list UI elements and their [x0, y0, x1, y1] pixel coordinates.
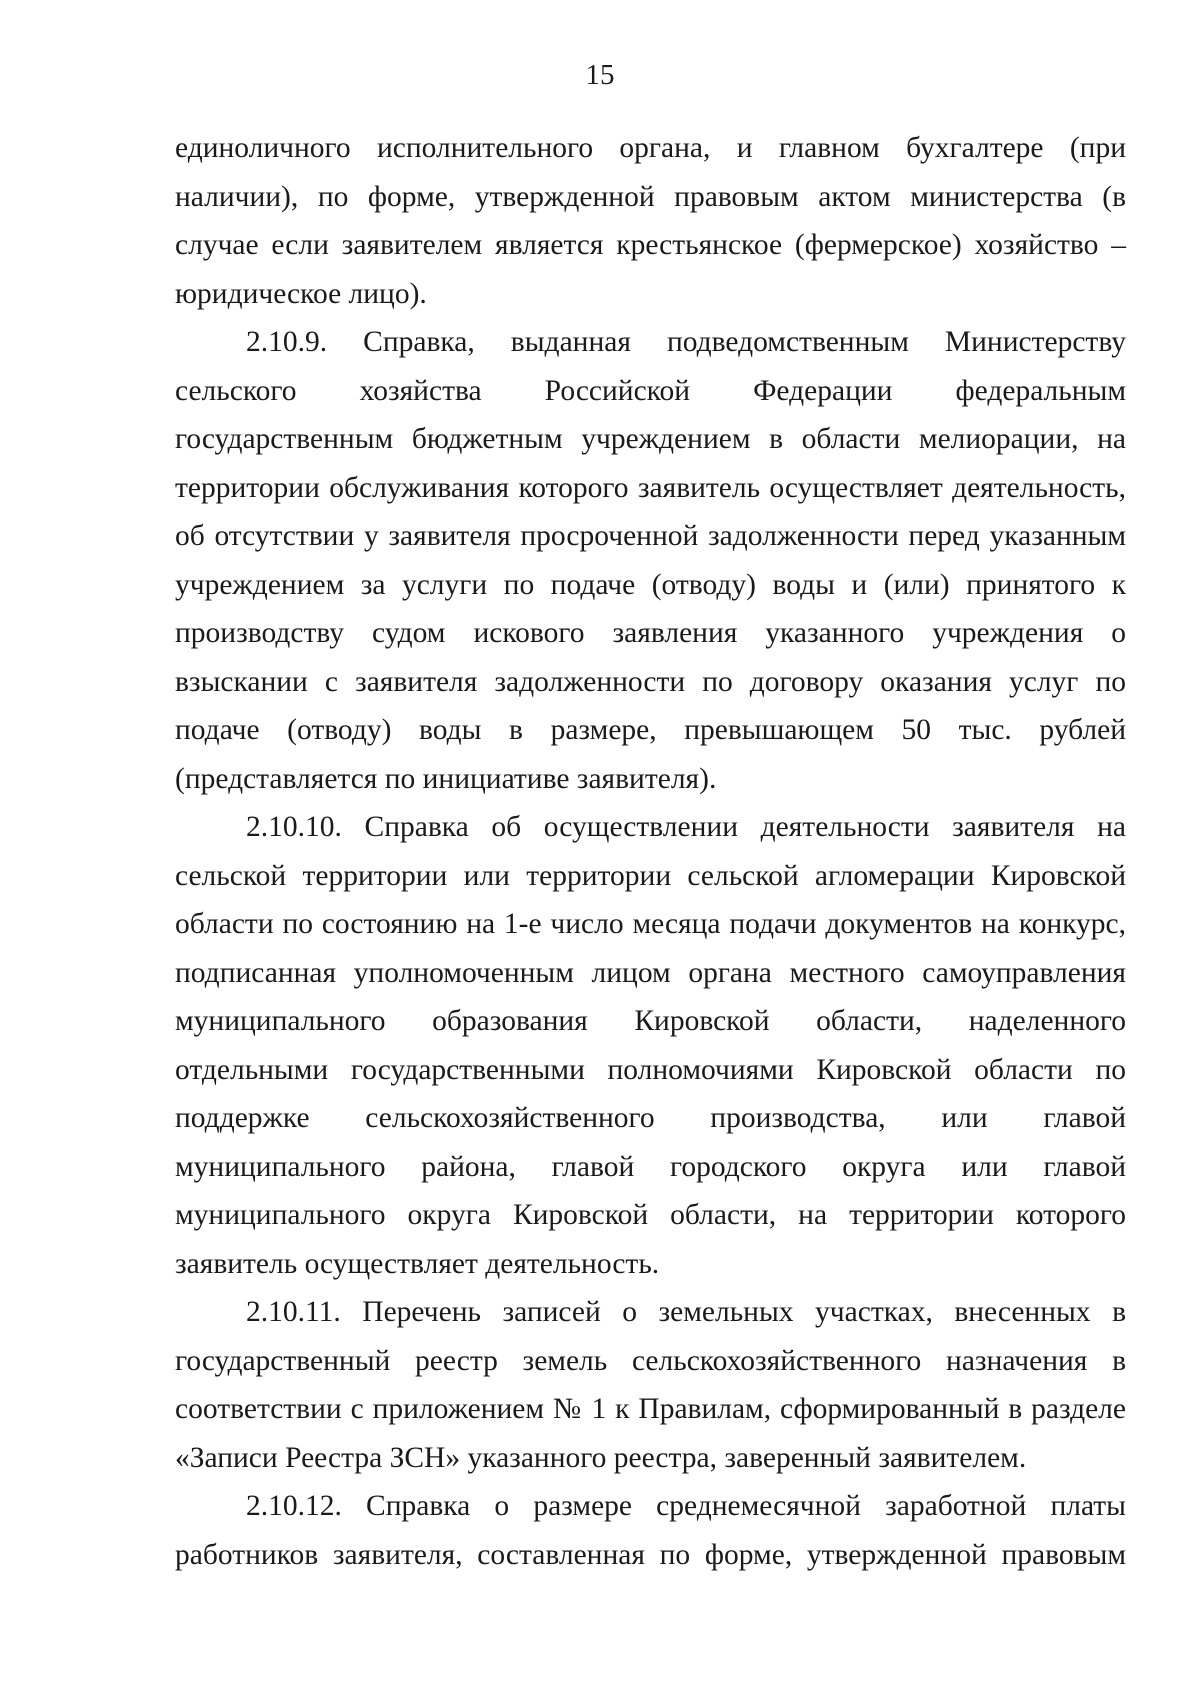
paragraph-2-10-9: 2.10.9. Справка, выданная подведомственным Министерству сельского хозяйства Российской Федерации федеральным государственным бюджетным учреждением в области мелиорации, на территории обслуживания которого заявитель осуществляет деятельность, об отсутствии у заявителя просроченной задолженности перед указанным учреждением за услуги по подаче (отводу) воды и (или) принятого к производству судом искового заявления указанного учреждения о взыскании с заявителя задолженности по договору оказания услуг по подаче (отводу) воды в размере, превышающем 50 тыс. рублей (представляется по инициативе заявителя).: [175, 326, 1126, 795]
paragraph-2-10-12: 2.10.12. Справка о размере среднемесячной заработной платы работников заявителя, составленная по форме, утвержденной правовым: [175, 1490, 1126, 1571]
paragraph-continuation: единоличного исполнительного органа, и главном бухгалтере (при наличии), по форме, утвержденной правовым актом министерства (в случае если заявителем является крестьянское (фермерское) хозяйство – юридическое лицо).: [175, 132, 1126, 310]
document-body: [175, 124, 1126, 1579]
paragraph-2-10-10: 2.10.10. Справка об осуществлении деятельности заявителя на сельской территории или территории сельской агломерации Кировской области по состоянию на 1-е число месяца подачи документов на конкурс, подписанная уполномоченным лицом органа местного самоуправления муниципального образования Кировской области, наделенного отдельными государственными полномочиями Кировской области по поддержке сельскохозяйственного производства, или главой муниципального района, главой городского округа или главой муниципального округа Кировской области, на территории которого заявитель осуществляет деятельность.: [175, 811, 1126, 1280]
paragraph-2-10-11: 2.10.11. Перечень записей о земельных участках, внесенных в государственный реестр земель сельскохозяйственного назначения в соответствии с приложением № 1 к Правилам, сформированный в разделе «Записи Реестра ЗСН» указанного реестра, заверенный заявителем.: [175, 1296, 1126, 1474]
page-number: 15: [585, 59, 615, 91]
